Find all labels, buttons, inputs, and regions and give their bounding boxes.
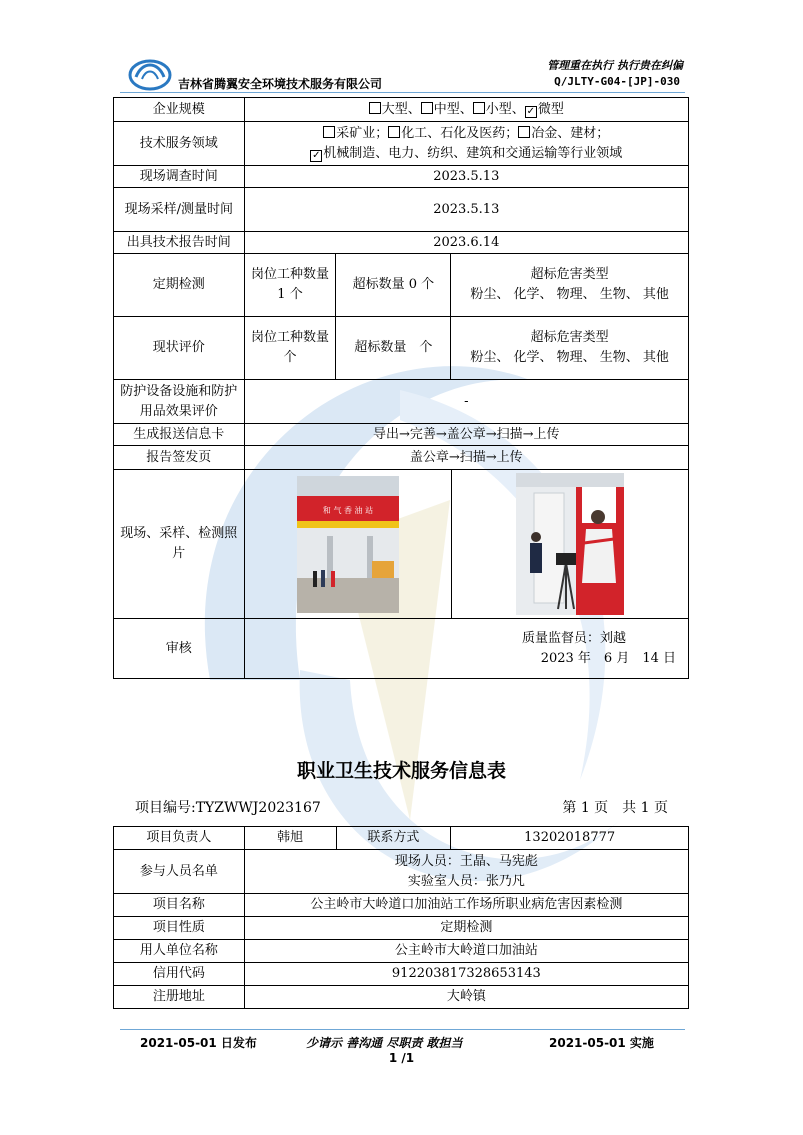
- table-row: [114, 254, 689, 317]
- protection-label: 防护设备设施和防护用品效果评价: [114, 380, 245, 424]
- table-row: [114, 232, 689, 254]
- table-row: [114, 470, 689, 619]
- project-nature-label: 项目性质: [114, 917, 245, 940]
- credit-label: 信用代码: [114, 963, 245, 986]
- sampling-time-label: 现场采样/测量时间: [114, 188, 245, 232]
- report-time-value: 2023.6.14: [244, 232, 688, 254]
- svg-text:和 气 香 油 站: 和 气 香 油 站: [322, 505, 373, 515]
- sign-page-label: 报告签发页: [114, 446, 245, 470]
- table-row: [114, 850, 689, 894]
- scale-label: 企业规模: [114, 98, 245, 122]
- table-row: [114, 619, 689, 679]
- footer-page-number: 1 /1: [388, 1051, 415, 1065]
- sampling-time-value: 2023.5.13: [244, 188, 688, 232]
- checkbox-metallurgy[interactable]: [518, 126, 530, 138]
- photos-label: 现场、采样、检测照片: [114, 470, 245, 619]
- periodic-exceed: 超标数量 0 个: [336, 254, 451, 317]
- company-logo-icon: [128, 55, 172, 91]
- address-label: 注册地址: [114, 986, 245, 1009]
- footer-motto: 少请示 善沟通 尽职责 敢担当: [306, 1036, 463, 1050]
- project-name-label: 项目名称: [114, 894, 245, 917]
- periodic-post-count: 岗位工种数量 1 个: [244, 254, 336, 317]
- table-row: [114, 317, 689, 380]
- info-card-value: 导出→完善→盖公章→扫描→上传: [244, 424, 688, 446]
- sign-page-value: 盖公章→扫描→上传: [244, 446, 688, 470]
- checkbox-small[interactable]: [473, 102, 485, 114]
- review-label: 审核: [114, 619, 245, 679]
- project-name-value: 公主岭市大岭道口加油站工作场所职业病危害因素检测: [244, 894, 688, 917]
- members-label: 参与人员名单: [114, 850, 245, 894]
- issue-date: 2021-05-01 日发布: [140, 1036, 257, 1050]
- scale-options: 大型、 中型、 小型、 ✓ 微型: [244, 98, 688, 122]
- table-row: [114, 122, 689, 166]
- effective-date: 2021-05-01 实施: [549, 1036, 654, 1050]
- status-eval-post-count: 岗位工种数量 个: [244, 317, 336, 380]
- credit-value: 912203817328653143: [244, 963, 688, 986]
- periodic-hazards: 超标危害类型 粉尘、 化学、 物理、 生物、 其他: [451, 254, 689, 317]
- project-nature-value: 定期检测: [244, 917, 688, 940]
- contact-label: 联系方式: [336, 827, 451, 850]
- table-row: [114, 188, 689, 232]
- table-row: [114, 424, 689, 446]
- status-eval-hazards: 超标危害类型 粉尘、 化学、 物理、 生物、 其他: [451, 317, 689, 380]
- table-row: [114, 940, 689, 963]
- info-card-label: 生成报送信息卡: [114, 424, 245, 446]
- gas-station-photo: [297, 476, 399, 613]
- sampling-photo: [516, 473, 624, 615]
- field-label: 技术服务领域: [114, 122, 245, 166]
- members-value: 现场人员：王晶、马宪彪 实验室人员：张乃凡: [244, 850, 688, 894]
- table-row: [114, 380, 689, 424]
- status-eval-label: 现状评价: [114, 317, 245, 380]
- table-row: [114, 963, 689, 986]
- periodic-label: 定期检测: [114, 254, 245, 317]
- survey-time-label: 现场调查时间: [114, 166, 245, 188]
- checkbox-large[interactable]: [369, 102, 381, 114]
- protection-value: -: [244, 380, 688, 424]
- checkbox-mining[interactable]: [323, 126, 335, 138]
- employer-label: 用人单位名称: [114, 940, 245, 963]
- table-row: [114, 98, 689, 122]
- survey-time-value: 2023.5.13: [244, 166, 688, 188]
- quality-supervisor: 质量监督员：刘越: [521, 630, 626, 646]
- leader-label: 项目负责人: [114, 827, 245, 850]
- project-info-table: [113, 826, 689, 1009]
- checkbox-micro[interactable]: ✓: [526, 105, 535, 117]
- company-name: 吉林省腾翼安全环境技术服务有限公司: [178, 77, 383, 91]
- info-table-title: 职业卫生技术服务信息表: [296, 760, 506, 782]
- table-row: [114, 166, 689, 188]
- table-row: [114, 986, 689, 1009]
- leader-value: 韩旭: [244, 827, 336, 850]
- header-divider: [120, 92, 685, 93]
- address-value: 大岭镇: [244, 986, 688, 1009]
- review-date: 2023 年 6 月 14 日: [540, 650, 676, 666]
- table-row: [114, 894, 689, 917]
- field-options: 采矿业； 化工、石化及医药； 冶金、建材； ✓ 机械制造、电力、纺织、建筑和交通运输等行业领域: [244, 122, 688, 166]
- table-row: [114, 827, 689, 850]
- employer-value: 公主岭市大岭道口加油站: [244, 940, 688, 963]
- contact-value: 13202018777: [451, 827, 689, 850]
- checkbox-chemical[interactable]: [388, 126, 400, 138]
- table-row: [114, 917, 689, 940]
- service-record-table: [113, 97, 689, 679]
- photos-cell: [244, 470, 688, 619]
- footer-divider: [120, 1029, 685, 1030]
- page-count: 第 1 页 共 1 页: [562, 800, 668, 816]
- review-cell: [244, 619, 688, 679]
- header-slogan: 管理重在执行 执行贵在纠偏: [547, 59, 683, 72]
- document-number: Q/JLTY-G04-[JP]-030: [554, 75, 680, 88]
- status-eval-exceed: 超标数量 个: [336, 317, 451, 380]
- report-time-label: 出具技术报告时间: [114, 232, 245, 254]
- checkbox-medium[interactable]: [421, 102, 433, 114]
- table-row: [114, 446, 689, 470]
- project-number: 项目编号:TYZWWJ2023167: [135, 800, 321, 816]
- checkbox-machinery[interactable]: ✓: [312, 149, 321, 161]
